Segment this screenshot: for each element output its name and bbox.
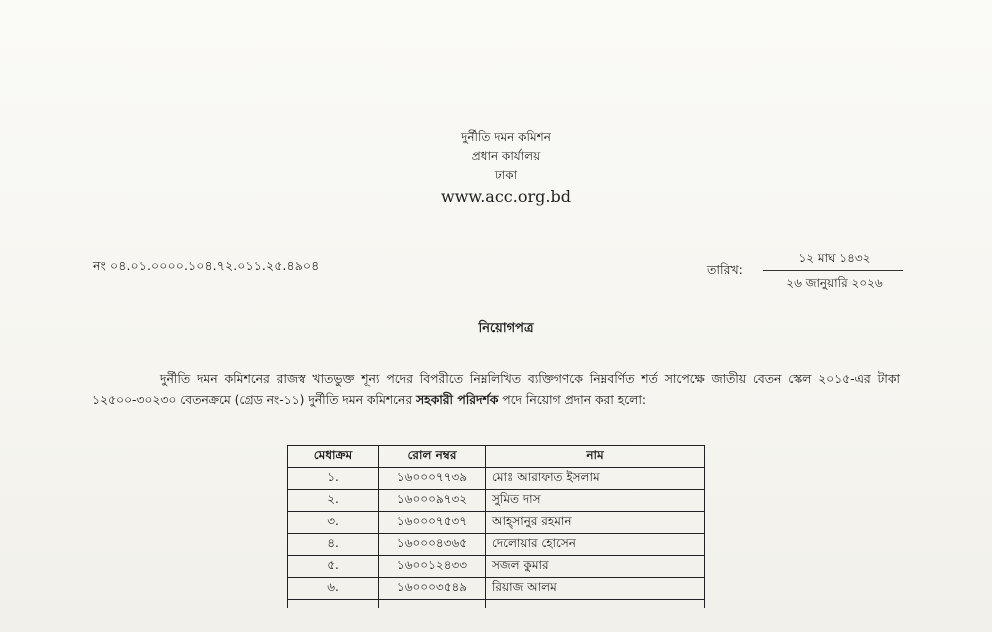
- office-city: ঢাকা: [494, 168, 518, 182]
- name-cell: সুমিত দাস: [486, 490, 705, 512]
- roll-cell: ১৬০০০৪৩৬৫: [379, 534, 486, 556]
- merit-cell: ৩.: [288, 512, 379, 534]
- table-row: [288, 534, 705, 556]
- body-text-after: পদে নিয়োগ প্রদান করা হলো:: [502, 393, 647, 407]
- body-post-name: সহকারী পরিদর্শক: [416, 393, 499, 407]
- name-cell: [486, 600, 705, 609]
- date-divider-line: [763, 270, 903, 271]
- table-row-cut-off: [288, 600, 705, 609]
- merit-cell: ২.: [288, 490, 379, 512]
- date-bangla-calendar: ১২ মাঘ ১৪৩২: [798, 251, 871, 265]
- appointee-table: [287, 445, 705, 608]
- name-cell: দেলোয়ার হোসেন: [486, 534, 705, 556]
- date-block: [707, 248, 907, 298]
- merit-cell: ৬.: [288, 578, 379, 600]
- date-label: তারিখ:: [707, 262, 743, 277]
- name-cell: রিয়াজ আলম: [486, 578, 705, 600]
- document-title: নিয়োগপত্র: [478, 321, 534, 336]
- reference-number: নং ০৪.০১.০০০০.১০৪.৭২.০১১.২৫.৪৯০৪: [93, 258, 320, 273]
- roll-cell: ১৬০০১২৪৩৩: [379, 556, 486, 578]
- table-row: [288, 490, 705, 512]
- table-header-row: [288, 446, 705, 468]
- roll-column-header: রোল নম্বর: [379, 446, 486, 468]
- table-row: [288, 556, 705, 578]
- name-column-header: নাম: [486, 446, 705, 468]
- organization-name: দুর্নীতি দমন কমিশন: [461, 130, 551, 144]
- name-cell: সজল কুমার: [486, 556, 705, 578]
- letterhead: [0, 128, 992, 209]
- table-row: [288, 468, 705, 490]
- body-text-before: দুর্নীতি দমন কমিশনের রাজস্ব খাতভুক্ত শূন্য পদের বিপরীতে নিম্নলিখিত ব্যক্তিগণকে নিম্নবর্ণিত শর্ত সাপেক্ষে জাতীয় বেতন স্কেল ২০১৫-এর টাকা ১২৫০০-৩০২৩০ বেতনক্রমে (গ্রেড নং-১১) দুর্নীতি দমন কমিশনের: [92, 372, 900, 407]
- roll-cell: ১৬০০০৭৫৩৭: [379, 512, 486, 534]
- table-row: [288, 512, 705, 534]
- roll-cell: [379, 600, 486, 609]
- office-name: প্রধান কার্যালয়: [471, 149, 541, 163]
- roll-cell: ১৬০০০৭৭৩৯: [379, 468, 486, 490]
- name-cell: আহ্‌সানুর রহমান: [486, 512, 705, 534]
- roll-cell: ১৬০০০৩৫৪৯: [379, 578, 486, 600]
- merit-cell: ৫.: [288, 556, 379, 578]
- merit-cell: ৪.: [288, 534, 379, 556]
- roll-cell: ১৬০০০৯৭৩২: [379, 490, 486, 512]
- date-gregorian-calendar: ২৬ জানুয়ারি ২০২৬: [786, 276, 883, 290]
- merit-cell: ১.: [288, 468, 379, 490]
- website-address: www.acc.org.bd: [441, 187, 571, 206]
- merit-column-header: মেধাক্রম: [288, 446, 379, 468]
- name-cell: মোঃ আরাফাত ইসলাম: [486, 468, 705, 490]
- table-row: [288, 578, 705, 600]
- body-paragraph: [92, 369, 900, 411]
- merit-cell: [288, 600, 379, 609]
